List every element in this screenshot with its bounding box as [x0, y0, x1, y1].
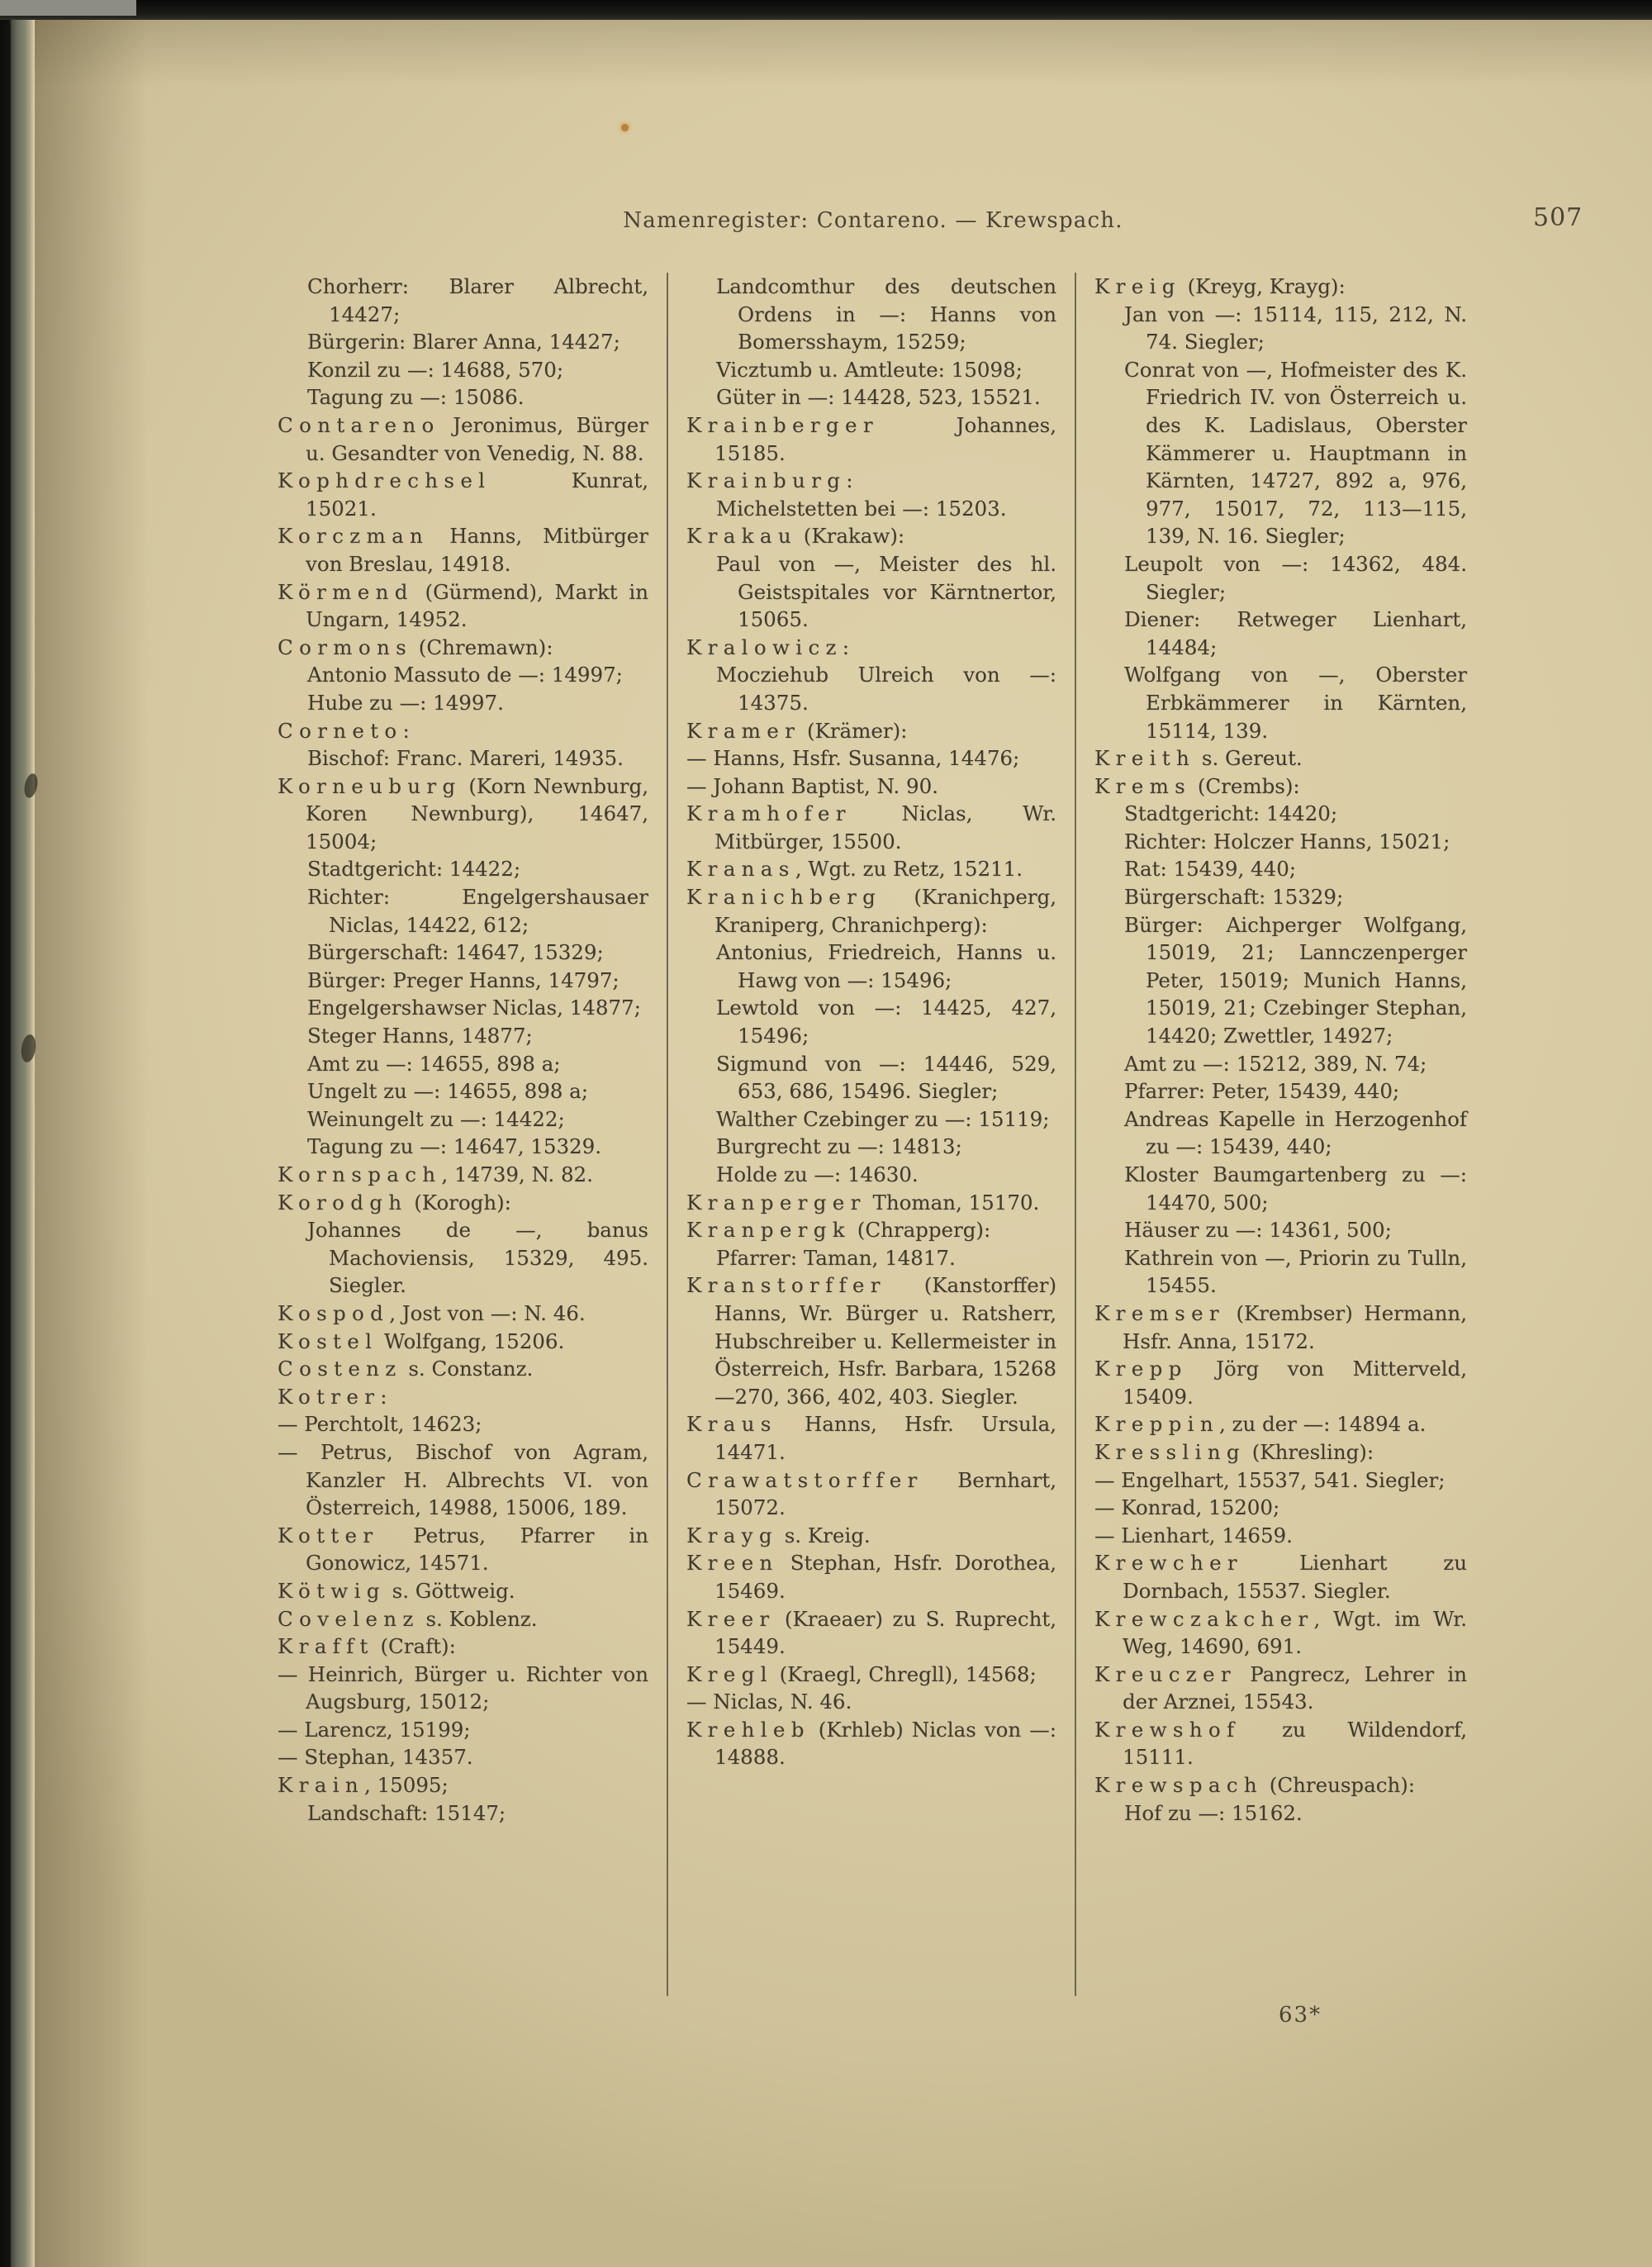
index-entry: Johannes de —, banus Machoviensis, 15329, 495. Siegler.: [307, 1218, 648, 1298]
index-entry: Landcomthur des deutschen Ordens in —: Hanns von Bomersshaym, 15259;: [716, 274, 1056, 354]
index-entry: Leupolt von —: 14362, 484. Siegler;: [1124, 551, 1467, 604]
entry-headword: Krakau: [686, 524, 797, 549]
entry-headword: Kospod: [278, 1300, 390, 1325]
index-entry: Kreppin, zu der —: 14894 a.: [1094, 1412, 1427, 1437]
entry-headword: Korczman: [278, 524, 430, 549]
index-entry: — Hanns, Hsfr. Susanna, 14476;: [686, 746, 1020, 771]
index-entry: Bürger: Aichperger Wolfgang, 15019, 21; Lannczenperger Peter, 15019; Munich Hanns, 15019, 21; Czebinger Stephan, 14420; Zwettler, 14927;: [1124, 912, 1467, 1048]
entry-headword: Kreig: [1094, 274, 1181, 298]
index-entry: Tagung zu —: 15086.: [307, 385, 525, 410]
index-entry: Bürgerschaft: 15329;: [1124, 885, 1344, 910]
index-entry: Kreig (Kreyg, Krayg):: [1094, 274, 1346, 298]
entry-headword: Krainberger: [686, 412, 879, 437]
entry-headword: Kranpergk: [686, 1218, 851, 1243]
index-entry: — Engelhart, 15537, 541. Siegler;: [1094, 1467, 1446, 1492]
index-entry: Landschaft: 15147;: [307, 1800, 506, 1825]
entry-headword: Krewspach: [1094, 1773, 1263, 1798]
entry-headword: Contareno: [278, 412, 440, 437]
index-entry: Güter in —: 14428, 523, 15521.: [716, 385, 1041, 410]
index-entry: Krakau (Krakaw):: [686, 524, 905, 549]
entry-headword: Kregl: [686, 1661, 773, 1686]
index-entry: Kreuczer Pangrecz, Lehrer in der Arznei, 15543.: [1094, 1661, 1467, 1714]
index-entry: Kramhofer Niclas, Wr. Mitbürger, 15500.: [686, 801, 1056, 853]
entry-headword: Kramer: [686, 718, 801, 743]
entry-headword: Krain: [278, 1773, 364, 1798]
index-entry: — Stephan, 14357.: [278, 1745, 473, 1770]
index-entry: Hube zu —: 14997.: [307, 690, 504, 715]
index-entry: Kramer (Krämer):: [686, 718, 908, 743]
column-1: [278, 273, 668, 1996]
page-number: 507: [1533, 203, 1583, 232]
index-entry: Krehleb (Krhleb) Niclas von —: 14888.: [686, 1717, 1056, 1770]
index-entry: Korneuburg (Korn Newnburg, Koren Newnburg), 14647, 15004;: [278, 773, 648, 853]
index-entry: Krain, 15095;: [278, 1773, 449, 1798]
index-entry: Hof zu —: 15162.: [1124, 1800, 1303, 1825]
index-entry: Ungelt zu —: 14655, 898 a;: [307, 1079, 589, 1104]
entry-headword: Kranstorffer: [686, 1273, 886, 1298]
book-binding: [0, 0, 35, 2267]
index-entry: Steger Hanns, 14877;: [307, 1024, 533, 1048]
index-entry: Michelstetten bei —: 15203.: [716, 496, 1007, 520]
index-entry: Bischof: Franc. Mareri, 14935.: [307, 746, 624, 771]
index-entry: Kregl (Kraegl, Chregll), 14568;: [686, 1661, 1037, 1686]
index-entry: Kathrein von —, Priorin zu Tulln, 15455.: [1124, 1245, 1467, 1298]
index-entry: Antonio Massuto de —: 14997;: [307, 663, 623, 687]
index-entry: Krayg s. Kreig.: [686, 1523, 871, 1547]
index-entry: Amt zu —: 14655, 898 a;: [307, 1051, 561, 1076]
entry-headword: Kostel: [278, 1328, 378, 1353]
entry-headword: Kreer: [686, 1606, 776, 1631]
index-entry: Kranstorffer (Kanstorffer) Hanns, Wr. Bürger u. Ratsherr, Hubschreiber u. Kellermeister in Österreich, Hsfr. Barbara, 15268—270, 366, 402, 403. Siegler.: [686, 1273, 1056, 1409]
index-entry: — Johann Baptist, N. 90.: [686, 773, 938, 798]
index-entry: Kophdrechsel Kunrat, 15021.: [278, 468, 648, 520]
index-entry: Kranichberg (Kranichperg, Kraniperg, Chranichperg):: [686, 885, 1056, 937]
index-entry: Antonius, Friedreich, Hanns u. Hawg von —: 15496;: [716, 940, 1056, 992]
index-entry: Crawatstorffer Bernhart, 15072.: [686, 1467, 1056, 1520]
index-entry: Körmend (Gürmend), Markt in Ungarn, 14952.: [278, 579, 648, 632]
entry-headword: Kranas: [686, 857, 795, 882]
index-entry: Kornspach, 14739, N. 82.: [278, 1162, 593, 1186]
index-entry: Kreen Stephan, Hsfr. Dorothea, 15469.: [686, 1551, 1056, 1603]
entry-headword: Krewshof: [1094, 1717, 1241, 1742]
entry-headword: Krafft: [278, 1634, 374, 1659]
column-3: [1076, 273, 1467, 1996]
index-entry: Korczman Hanns, Mitbürger von Breslau, 14918.: [278, 524, 648, 576]
page-header: [278, 208, 1469, 233]
running-title: Namenregister: Contareno. — Krewspach.: [623, 208, 1123, 233]
ink-speck: [621, 124, 629, 131]
index-entry: Costenz s. Constanz.: [278, 1357, 534, 1381]
index-entry: Krainburg:: [686, 468, 853, 493]
index-entry: — Lienhart, 14659.: [1094, 1523, 1293, 1547]
index-entry: Bürgerin: Blarer Anna, 14427;: [307, 330, 620, 354]
index-entry: Korodgh (Korogh):: [278, 1190, 511, 1214]
entry-headword: Kraus: [686, 1412, 777, 1437]
index-entry: Kralowicz:: [686, 634, 850, 659]
index-entry: Bürgerschaft: 14647, 15329;: [307, 940, 604, 965]
index-entry: Kostel Wolfgang, 15206.: [278, 1328, 565, 1353]
entry-headword: Kreuczer: [1094, 1661, 1237, 1686]
index-entry: Amt zu —: 15212, 389, N. 74;: [1124, 1051, 1427, 1076]
entry-headword: Körmend: [278, 579, 414, 604]
index-entry: Richter: Engelgershausaer Niclas, 14422, 612;: [307, 885, 648, 937]
index-entry: Cormons (Chremawn):: [278, 634, 553, 659]
index-entry: Kospod, Jost von —: N. 46.: [278, 1300, 586, 1325]
entry-headword: Kralowicz: [686, 634, 843, 659]
entry-headword: Korodgh: [278, 1190, 408, 1214]
entry-headword: Kötwig: [278, 1578, 386, 1603]
index-entry: Konzil zu —: 14688, 570;: [307, 357, 564, 382]
index-entry: Kotter Petrus, Pfarrer in Gonowicz, 14571.: [278, 1523, 648, 1575]
index-entry: Kraus Hanns, Hsfr. Ursula, 14471.: [686, 1412, 1056, 1464]
index-entry: Sigmund von —: 14446, 529, 653, 686, 15496. Siegler;: [716, 1051, 1056, 1104]
entry-headword: Kranichberg: [686, 885, 882, 910]
entry-headword: Kressling: [1094, 1439, 1246, 1464]
index-entry: — Niclas, N. 46.: [686, 1690, 852, 1714]
index-entry: Rat: 15439, 440;: [1124, 857, 1297, 882]
index-entry: — Heinrich, Bürger u. Richter von Augsburg, 15012;: [278, 1661, 648, 1714]
entry-headword: Kotter: [278, 1523, 379, 1547]
scan-top-bar: [0, 0, 1652, 20]
index-entry: Krewczakcher, Wgt. im Wr. Weg, 14690, 691.: [1094, 1606, 1467, 1659]
index-entry: Krewcher Lienhart zu Dornbach, 15537. Siegler.: [1094, 1551, 1467, 1603]
index-entry: Kreer (Kraeaer) zu S. Ruprecht, 15449.: [686, 1606, 1056, 1659]
index-entry: Pfarrer: Peter, 15439, 440;: [1124, 1079, 1400, 1104]
entry-headword: Corneto: [278, 718, 403, 743]
entry-headword: Kreppin: [1094, 1412, 1219, 1437]
entry-headword: Kranperger: [686, 1190, 866, 1214]
entry-headword: Crawatstorffer: [686, 1467, 923, 1492]
index-entry: Richter: Holczer Hanns, 15021;: [1124, 829, 1450, 853]
entry-headword: Krehleb: [686, 1717, 810, 1742]
index-entry: Krafft (Craft):: [278, 1634, 456, 1659]
entry-headword: Kophdrechsel: [278, 468, 491, 493]
index-entry: Kressling (Khresling):: [1094, 1439, 1374, 1464]
index-entry: Kotrer:: [278, 1384, 387, 1409]
index-entry: Jan von —: 15114, 115, 212, N. 74. Siegler;: [1124, 302, 1467, 354]
entry-headword: Krems: [1094, 773, 1192, 798]
entry-headword: Kotrer: [278, 1384, 381, 1409]
index-entry: Wolfgang von —, Oberster Erbkämmerer in Kärnten, 15114, 139.: [1124, 663, 1467, 743]
index-entry: — Larencz, 15199;: [278, 1717, 471, 1742]
index-entry: Andreas Kapelle in Herzogenhof zu —: 15439, 440;: [1124, 1106, 1467, 1159]
index-entry: Stadtgericht: 14422;: [307, 857, 521, 882]
index-entry: — Petrus, Bischof von Agram, Kanzler H. Albrechts VI. von Österreich, 14988, 15006, 189.: [278, 1439, 648, 1520]
index-entry: Burgrecht zu —: 14813;: [716, 1134, 962, 1159]
index-entry: Lewtold von —: 14425, 427, 15496;: [716, 996, 1056, 1048]
entry-headword: Krepp: [1094, 1357, 1188, 1381]
entry-headword: Krewczakcher: [1094, 1606, 1314, 1631]
index-entry: Mocziehub Ulreich von —: 14375.: [716, 663, 1056, 715]
index-entry: Holde zu —: 14630.: [716, 1162, 919, 1186]
index-entry: Krewshof zu Wildendorf, 15111.: [1094, 1717, 1467, 1770]
entry-headword: Costenz: [278, 1357, 402, 1381]
index-entry: Bürger: Preger Hanns, 14797;: [307, 967, 620, 992]
index-entry: Kranperger Thoman, 15170.: [686, 1190, 1040, 1214]
index-entry: — Konrad, 15200;: [1094, 1495, 1280, 1520]
index-entry: Krainberger Johannes, 15185.: [686, 412, 1056, 465]
entry-headword: Korneuburg: [278, 773, 462, 798]
index-entry: Kremser (Krembser) Hermann, Hsfr. Anna, 15172.: [1094, 1300, 1467, 1353]
entry-headword: Kreith: [1094, 746, 1196, 771]
index-entry: Krewspach (Chreuspach):: [1094, 1773, 1416, 1798]
index-entry: Kloster Baumgartenberg zu —: 14470, 500;: [1124, 1162, 1467, 1214]
index-entry: Chorherr: Blarer Albrecht, 14427;: [307, 274, 648, 326]
index-entry: Weinungelt zu —: 14422;: [307, 1106, 565, 1131]
index-entry: Diener: Retweger Lienhart, 14484;: [1124, 607, 1467, 659]
index-entry: Walther Czebinger zu —: 15119;: [716, 1106, 1050, 1131]
entry-headword: Covelenz: [278, 1606, 420, 1631]
text-columns: [278, 273, 1469, 1996]
index-entry: Kranas, Wgt. zu Retz, 15211.: [686, 857, 1023, 882]
index-entry: Contareno Jeronimus, Bürger u. Gesandter von Venedig, N. 88.: [278, 412, 648, 465]
index-entry: Häuser zu —: 14361, 500;: [1124, 1218, 1392, 1243]
column-2: [668, 273, 1076, 1996]
index-entry: — Perchtolt, 14623;: [278, 1412, 482, 1437]
entry-headword: Krayg: [686, 1523, 778, 1547]
entry-headword: Cormons: [278, 634, 412, 659]
index-entry: Vicztumb u. Amtleute: 15098;: [716, 357, 1023, 382]
index-entry: Paul von —, Meister des hl. Geistspitales vor Kärntnertor, 15065.: [716, 551, 1056, 632]
index-entry: Krems (Crembs):: [1094, 773, 1300, 798]
entry-headword: Kramhofer: [686, 801, 852, 826]
index-entry: Tagung zu —: 14647, 15329.: [307, 1134, 602, 1159]
index-entry: Kranpergk (Chrapperg):: [686, 1218, 991, 1243]
entry-headword: Kreen: [686, 1551, 779, 1575]
index-entry: Conrat von —, Hofmeister des K. Friedrich IV. von Österreich u. des K. Ladislaus, Oberster Kämmerer u. Hauptmann in Kärnten, 14727, 892 a, 976, 977, 15017, 72, 113—115, 139, N. 16. Siegler;: [1124, 357, 1467, 549]
index-entry: Pfarrer: Taman, 14817.: [716, 1245, 956, 1270]
index-entry: Kötwig s. Göttweig.: [278, 1578, 515, 1603]
index-entry: Stadtgericht: 14420;: [1124, 801, 1338, 826]
page-signature: 63*: [1279, 2003, 1322, 2027]
entry-headword: Krewcher: [1094, 1551, 1243, 1575]
index-entry: Covelenz s. Koblenz.: [278, 1606, 538, 1631]
entry-headword: Kornspach: [278, 1162, 442, 1186]
index-entry: Corneto:: [278, 718, 410, 743]
entry-headword: Krainburg: [686, 468, 847, 493]
index-entry: Engelgershawser Niclas, 14877;: [307, 996, 641, 1020]
entry-headword: Kremser: [1094, 1300, 1225, 1325]
index-entry: Kreith s. Gereut.: [1094, 746, 1303, 771]
scan-corner-patch: [0, 0, 136, 16]
index-entry: Krepp Jörg von Mitterveld, 15409.: [1094, 1357, 1467, 1409]
